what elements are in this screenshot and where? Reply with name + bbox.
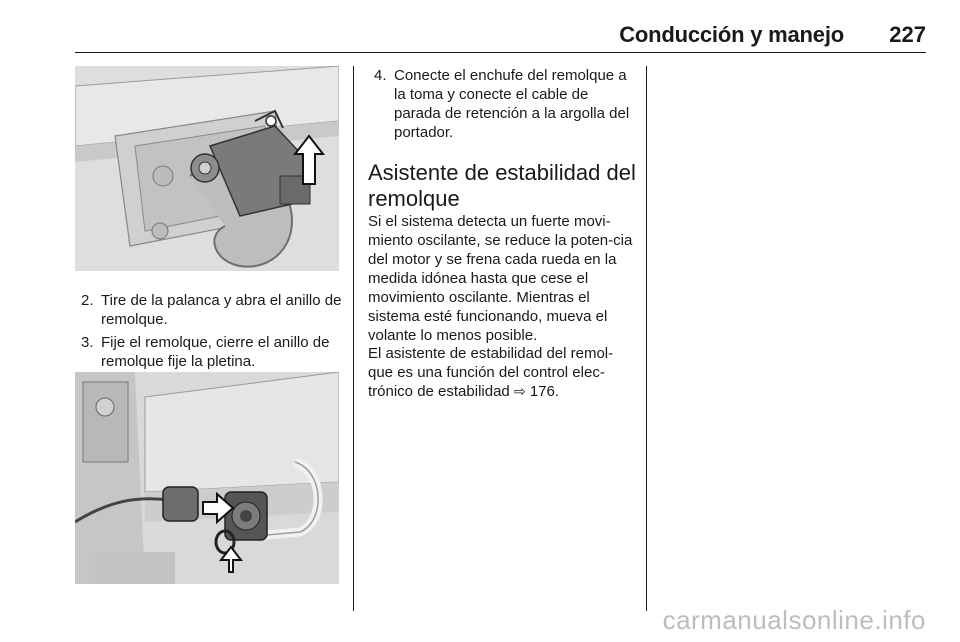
column-divider — [353, 66, 354, 611]
paragraph-text: El asistente de estabilidad del remol-que es una función del control elec-trónico de estabilidad — [368, 345, 614, 400]
step-number: 2. — [81, 292, 94, 309]
step-text: Conecte el enchufe del remolque a la toma y conecte el cable de parada de retención a la argolla del portador. — [394, 67, 630, 141]
tow-hook-drawing — [75, 66, 339, 271]
trailer-socket-illustration — [75, 372, 339, 584]
page-number: 227 — [889, 22, 926, 47]
section-heading: Asistente de estabilidad del remolque — [368, 160, 636, 211]
step-3 — [75, 333, 347, 371]
tow-hook-illustration — [75, 66, 339, 271]
page-reference-link[interactable]: 176. — [529, 383, 560, 400]
page-reference-icon: ⇨ — [513, 383, 526, 399]
step-text: Tire de la palanca y abra el anillo de remolque. — [101, 292, 342, 328]
header-rule — [75, 52, 926, 53]
step-number: 4. — [374, 67, 387, 84]
body-paragraph-reference — [368, 344, 638, 401]
step-2 — [75, 291, 347, 329]
step-4 — [368, 66, 636, 142]
body-paragraph: Si el sistema detecta un fuerte movi-miento oscilante, se reduce la poten-cia del motor y se frena cada rueda en la medida idónea hasta que cese el movimiento oscilante. Mientras el sistema esté funcionando, mueva el volante lo menos posible. — [368, 213, 633, 344]
watermark-text: carmanualsonline.info — [662, 605, 926, 635]
step-text: Fije el remolque, cierre el anillo de remolque fije la pletina. — [101, 334, 330, 370]
step-number: 3. — [81, 334, 94, 351]
page-title: Conducción y manejo — [619, 22, 844, 47]
column-divider-right — [646, 66, 647, 611]
trailer-socket-drawing — [75, 372, 339, 584]
